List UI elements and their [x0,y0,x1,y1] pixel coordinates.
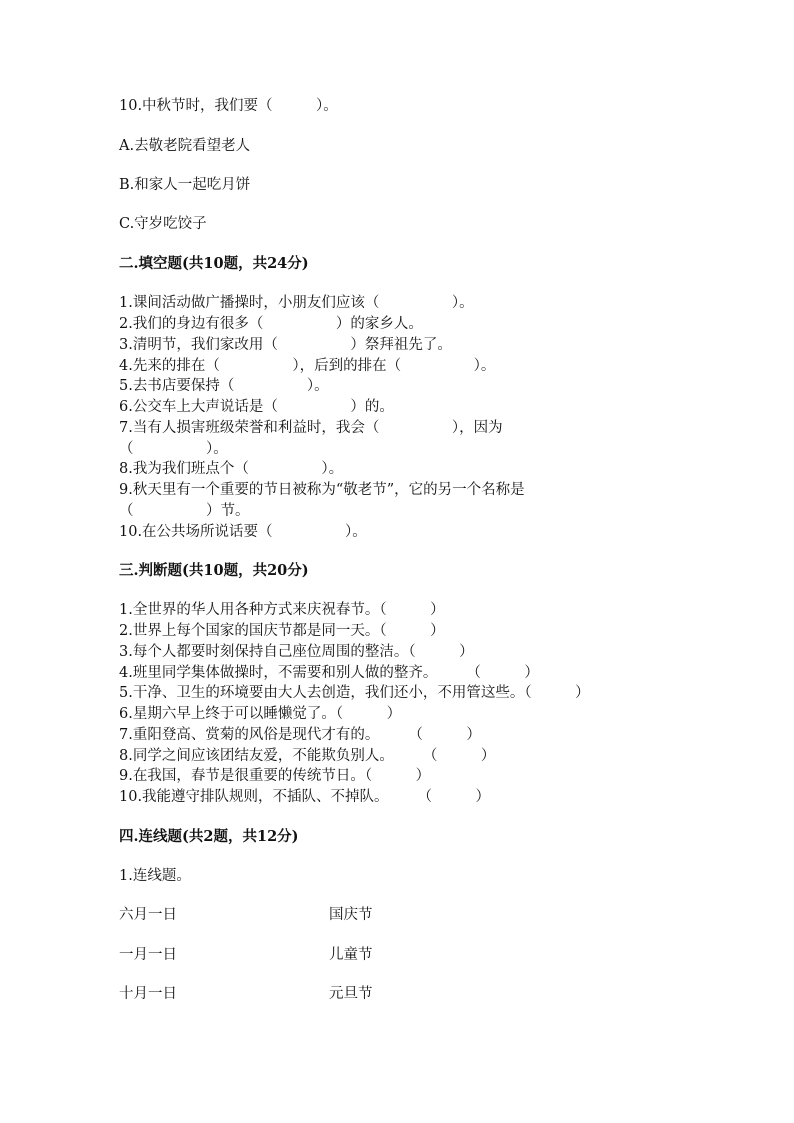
match-right-3: 元旦节 [329,986,373,1002]
fill-line-4: 4.先来的排在（ ），后到的排在（ ）。 [119,358,496,374]
judge-line-4: 4.班里同学集体做操时，不需要和别人做的整齐。 （ ） [119,665,539,681]
judge-line-8: 8.同学之间应该团结友爱，不能欺负别人。 （ ） [119,748,496,764]
section-fill-title: 二.填空题(共10题，共24分) [119,255,309,272]
fill-line-6: 6.公交车上大声说话是（ ）的。 [119,399,394,415]
judge-line-1: 1.全世界的华人用各种方式来庆祝春节。（ ） [119,602,445,618]
fill-line-2: 2.我们的身边有很多（ ）的家乡人。 [119,316,423,332]
match-right-2: 儿童节 [329,947,373,963]
match-left-3: 十月一日 [119,986,177,1002]
fill-line-3: 3.清明节，我们家改用（ ）祭拜祖先了。 [119,337,452,353]
judge-line-7: 7.重阳登高、赏菊的风俗是现代才有的。 （ ） [119,727,481,743]
fill-line-5: 5.去书店要保持（ ）。 [119,378,329,394]
judge-line-9: 9.在我国，春节是很重要的传统节日。（ ） [119,768,431,784]
match-right-1: 国庆节 [329,907,373,923]
fill-line-1: 1.课间活动做广播操时，小朋友们应该（ ）。 [119,295,474,311]
section-judge-title: 三.判断题(共10题，共20分) [119,562,309,579]
option-a: A.去敬老院看望老人 [119,138,251,154]
question-10-stem: 10.中秋节时，我们要（ ）。 [119,98,338,114]
option-b: B.和家人一起吃月饼 [119,177,251,193]
fill-line-7: 7.当有人损害班级荣誉和利益时，我会（ ），因为 [119,420,503,436]
option-c: C.守岁吃饺子 [119,216,207,232]
judge-line-10: 10.我能遵守排队规则，不插队、不掉队。 （ ） [119,789,491,805]
judge-line-6: 6.星期六早上终于可以睡懒觉了。（ ） [119,706,402,722]
fill-line-9: 9.秋天里有一个重要的节日被称为“敬老节”，它的另一个名称是 [119,482,525,498]
judge-line-5: 5.干净、卫生的环境要由大人去创造，我们还小，不用管这些。（ ） [119,685,590,701]
fill-line-8: 8.我为我们班点个（ ）。 [119,461,344,477]
section-match-title: 四.连线题(共2题，共12分) [119,828,299,845]
fill-line-7-cont: （ ）。 [119,441,228,457]
match-left-2: 一月一日 [119,947,177,963]
judge-line-3: 3.每个人都要时刻保持自己座位周围的整洁。（ ） [119,644,474,660]
fill-line-10: 10.在公共场所说话要（ ）。 [119,524,367,540]
match-left-1: 六月一日 [119,907,177,923]
judge-line-2: 2.世界上每个国家的国庆节都是同一天。（ ） [119,623,445,639]
fill-line-9-cont: （ ）节。 [119,503,250,519]
match-question-1: 1.连线题。 [119,868,191,884]
